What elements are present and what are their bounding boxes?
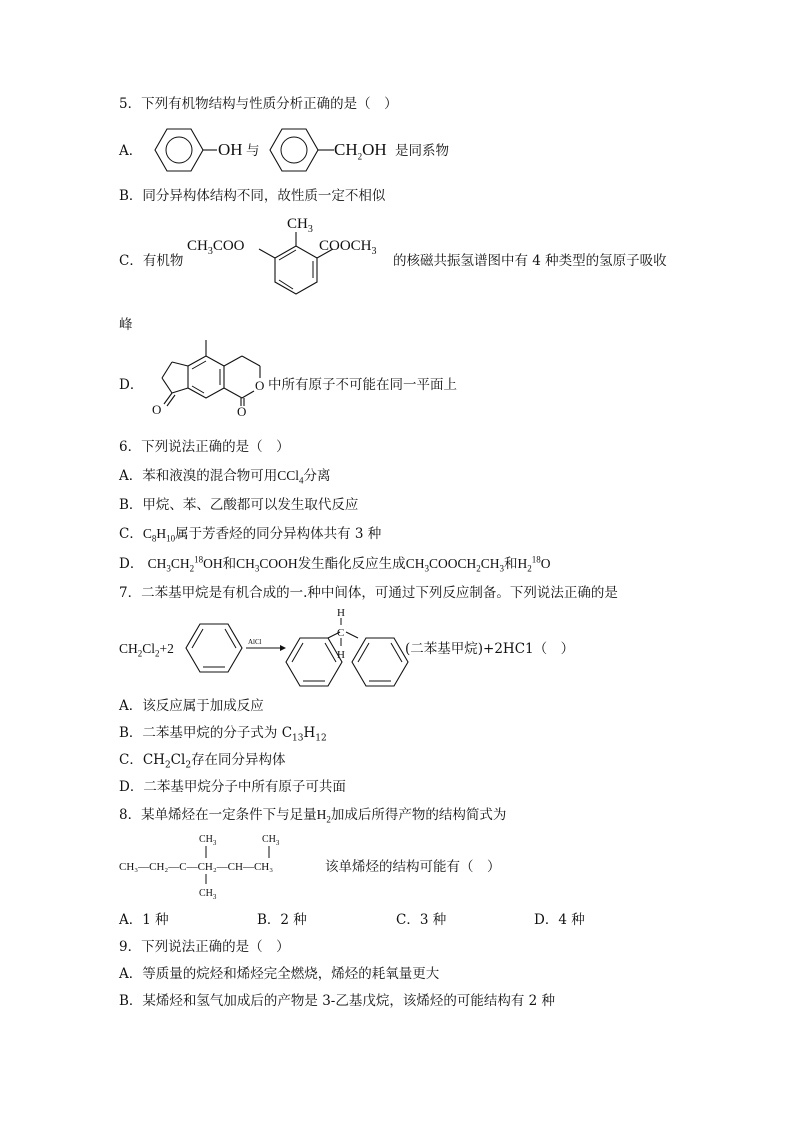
tricyclic-structure [148,336,273,419]
q7-r-cl: Cl [142,641,156,656]
q8-option-d: D．4 种 [534,912,585,928]
q5-a-ch: CH [334,140,358,159]
q6-d-f1d: 2 [189,563,195,574]
q6-option-a [119,467,331,485]
q8-option-b: B．2 种 [257,912,307,928]
svg-text:CH3COO: $CH_3COO$ [187,238,245,257]
q8-stem2: 加成后所得产物的结构简式为 [330,807,507,823]
q7-h-bot: H [337,649,345,661]
q6-d-f4 [517,554,551,574]
benzyl-alcohol-structure [258,124,338,176]
q7-b-s1: 13 [292,733,304,744]
q6-d-f1c: CH [170,556,190,571]
q5-d-tail: 中所有原子不可能在同一平面上 [268,377,457,393]
diester-structure [185,212,395,307]
q7-c-s1: 2 [164,760,171,771]
q6-d-label: D． [119,556,144,572]
q7-c-center: C [337,627,345,639]
q6-d-f1e: 18 [194,554,204,565]
q9-option-b: B．某烯烃和氢气加成后的产物是 3-乙基戊烷，该烯烃的可能结构有 2 种 [119,993,556,1009]
q6-d-f1f: OH [203,556,223,571]
q5-a-ch2oh [334,139,387,161]
q6-d-f3c: CH [480,556,500,571]
q5-c-tail: 的核磁共振氢谱图中有 4 种类型的氢原子吸收 [393,253,667,269]
q6-d-f3b: COOCH [428,556,477,571]
reaction-scheme [180,608,410,688]
q6-option-b: B．甲烷、苯、乙酸都可以发生取代反应 [119,497,359,513]
q7-stem: 7．二苯基甲烷是有机合成的一.种中间体，可通过下列反应制备。下列说法正确的是 [119,585,618,601]
q6-d-f2a: CH [236,556,255,571]
q7-option-a: A．该反应属于加成反应 [119,698,264,714]
q8-chain: CH₃—CH₂—C—CH₂—CH—CH₃ [119,861,274,873]
q5-d-o2: O [255,378,265,393]
q5-a-oh: OH [218,140,243,159]
q5-d-o3: O [237,404,247,419]
q6-c-label: C． [119,526,143,542]
q5-stem: 5．下列有机物结构与性质分析正确的是（ ） [119,96,398,112]
q7-c-cl: Cl [170,752,186,768]
q6-d-f2s: 3 [254,563,260,574]
q6-d-f3s3: 3 [499,563,504,574]
q6-d-f4s: 2 [527,563,532,574]
q9-option-a: A．等质量的烷烃和烯烃完全燃烧，烯烃的耗氧量更大 [119,966,440,982]
q6-c-h: H [156,526,167,541]
q6-d-and1: 和 [222,556,237,572]
q6-d-f2b: COOH [259,556,298,571]
q7-h-top: H [337,607,345,619]
q6-stem: 6．下列说法正确的是（ ） [119,439,290,455]
q6-d-f1b: 3 [166,563,171,574]
q6-d-f1a: CH [147,556,167,571]
q5-option-a-label: A． [119,143,143,159]
q6-d-and2: 和 [503,556,518,572]
q7-reactant [119,640,174,658]
q8-stem [119,806,506,824]
q8-option-a: A．1 种 [119,912,169,928]
q7-r-ch: CH [119,641,138,656]
q6-d-f4b: O [540,556,551,571]
q5-option-c-label: C．有机物 [119,253,184,269]
q5-a-sub: 2 [357,151,363,162]
q5-a-oh2: OH [362,140,387,159]
q7-r-plus2: +2 [159,641,174,656]
q7-r-s1: 2 [137,648,143,659]
alkane-structure [119,830,329,900]
svg-text:CH3: $CH_3$ [199,834,217,847]
q6-a-ccl: CCl [277,468,300,483]
q7-option-d: D．二苯基甲烷分子中所有原子可共面 [119,779,346,795]
q6-d-f1 [147,554,223,574]
q6-d-mid: 发生酯化反应生成 [297,556,406,572]
svg-text:CH3: $CH_3$ [199,888,217,901]
q6-d-f3s2: 2 [476,563,481,574]
svg-text:COOCH3: $COOCH_3$ [319,238,377,257]
q7-tail: (二苯基甲烷)+2HC1（ ） [405,641,575,657]
q6-d-f3s: 3 [424,563,429,574]
q6-d-f3a: CH [405,556,425,571]
q8-stem-hs: 2 [326,814,331,825]
svg-text:CH3: $CH_3$ [262,834,280,847]
q7-b-h: H [303,725,316,741]
q7-b-s2: 12 [315,733,327,744]
q6-d-f4a: H [517,556,528,571]
q9-stem: 9．下列说法正确的是（ ） [119,939,290,955]
q5-d-o1: O [152,402,162,417]
q7-r-s2: 2 [155,648,160,659]
q7-b-text: B．二苯基甲烷的分子式为 C [119,725,293,741]
q6-option-d [119,555,550,573]
q8-stem1: 8．某单烯烃在一定条件下与足量 [119,807,317,823]
q5-a-tail: 是同系物 [395,143,449,159]
q7-option-b [119,724,327,742]
q6-d-f4sup: 18 [531,554,541,565]
q6-c-h-sub: 10 [166,533,176,544]
q7-option-c [119,751,286,769]
q7-c-s2: 2 [185,760,192,771]
q7-catalyst: AlCl [248,638,262,646]
q8-tail: 该单烯烃的结构可能有（ ） [325,859,501,875]
q6-c-text: 属于芳香烃的同分异构体共有 3 种 [175,526,382,542]
q6-a-text1: A．苯和液溴的混合物可用 [119,468,278,484]
q6-d-f3 [405,556,504,574]
q6-c-c-sub: 8 [151,533,157,544]
q8-option-c: C．3 种 [396,912,447,928]
svg-text:CH3: $CH_3$ [287,216,313,235]
q5-option-b: B．同分异构体结构不同，故性质一定不相似 [119,188,386,204]
q5-option-d-label: D． [119,377,144,393]
q6-a-ccl-sub: 4 [299,475,304,486]
q5-a-mid: 与 [246,143,260,159]
q7-c-text2: 存在同分异构体 [191,752,286,768]
q8-stem-h: H [316,807,327,822]
q6-option-c [119,525,381,543]
q5-c-tail2: 峰 [119,317,133,333]
q7-c-text1: C．CH [119,752,165,768]
q6-c-c: C [142,526,152,541]
q6-a-text2: 分离 [303,468,331,484]
q6-d-f2 [236,556,298,574]
